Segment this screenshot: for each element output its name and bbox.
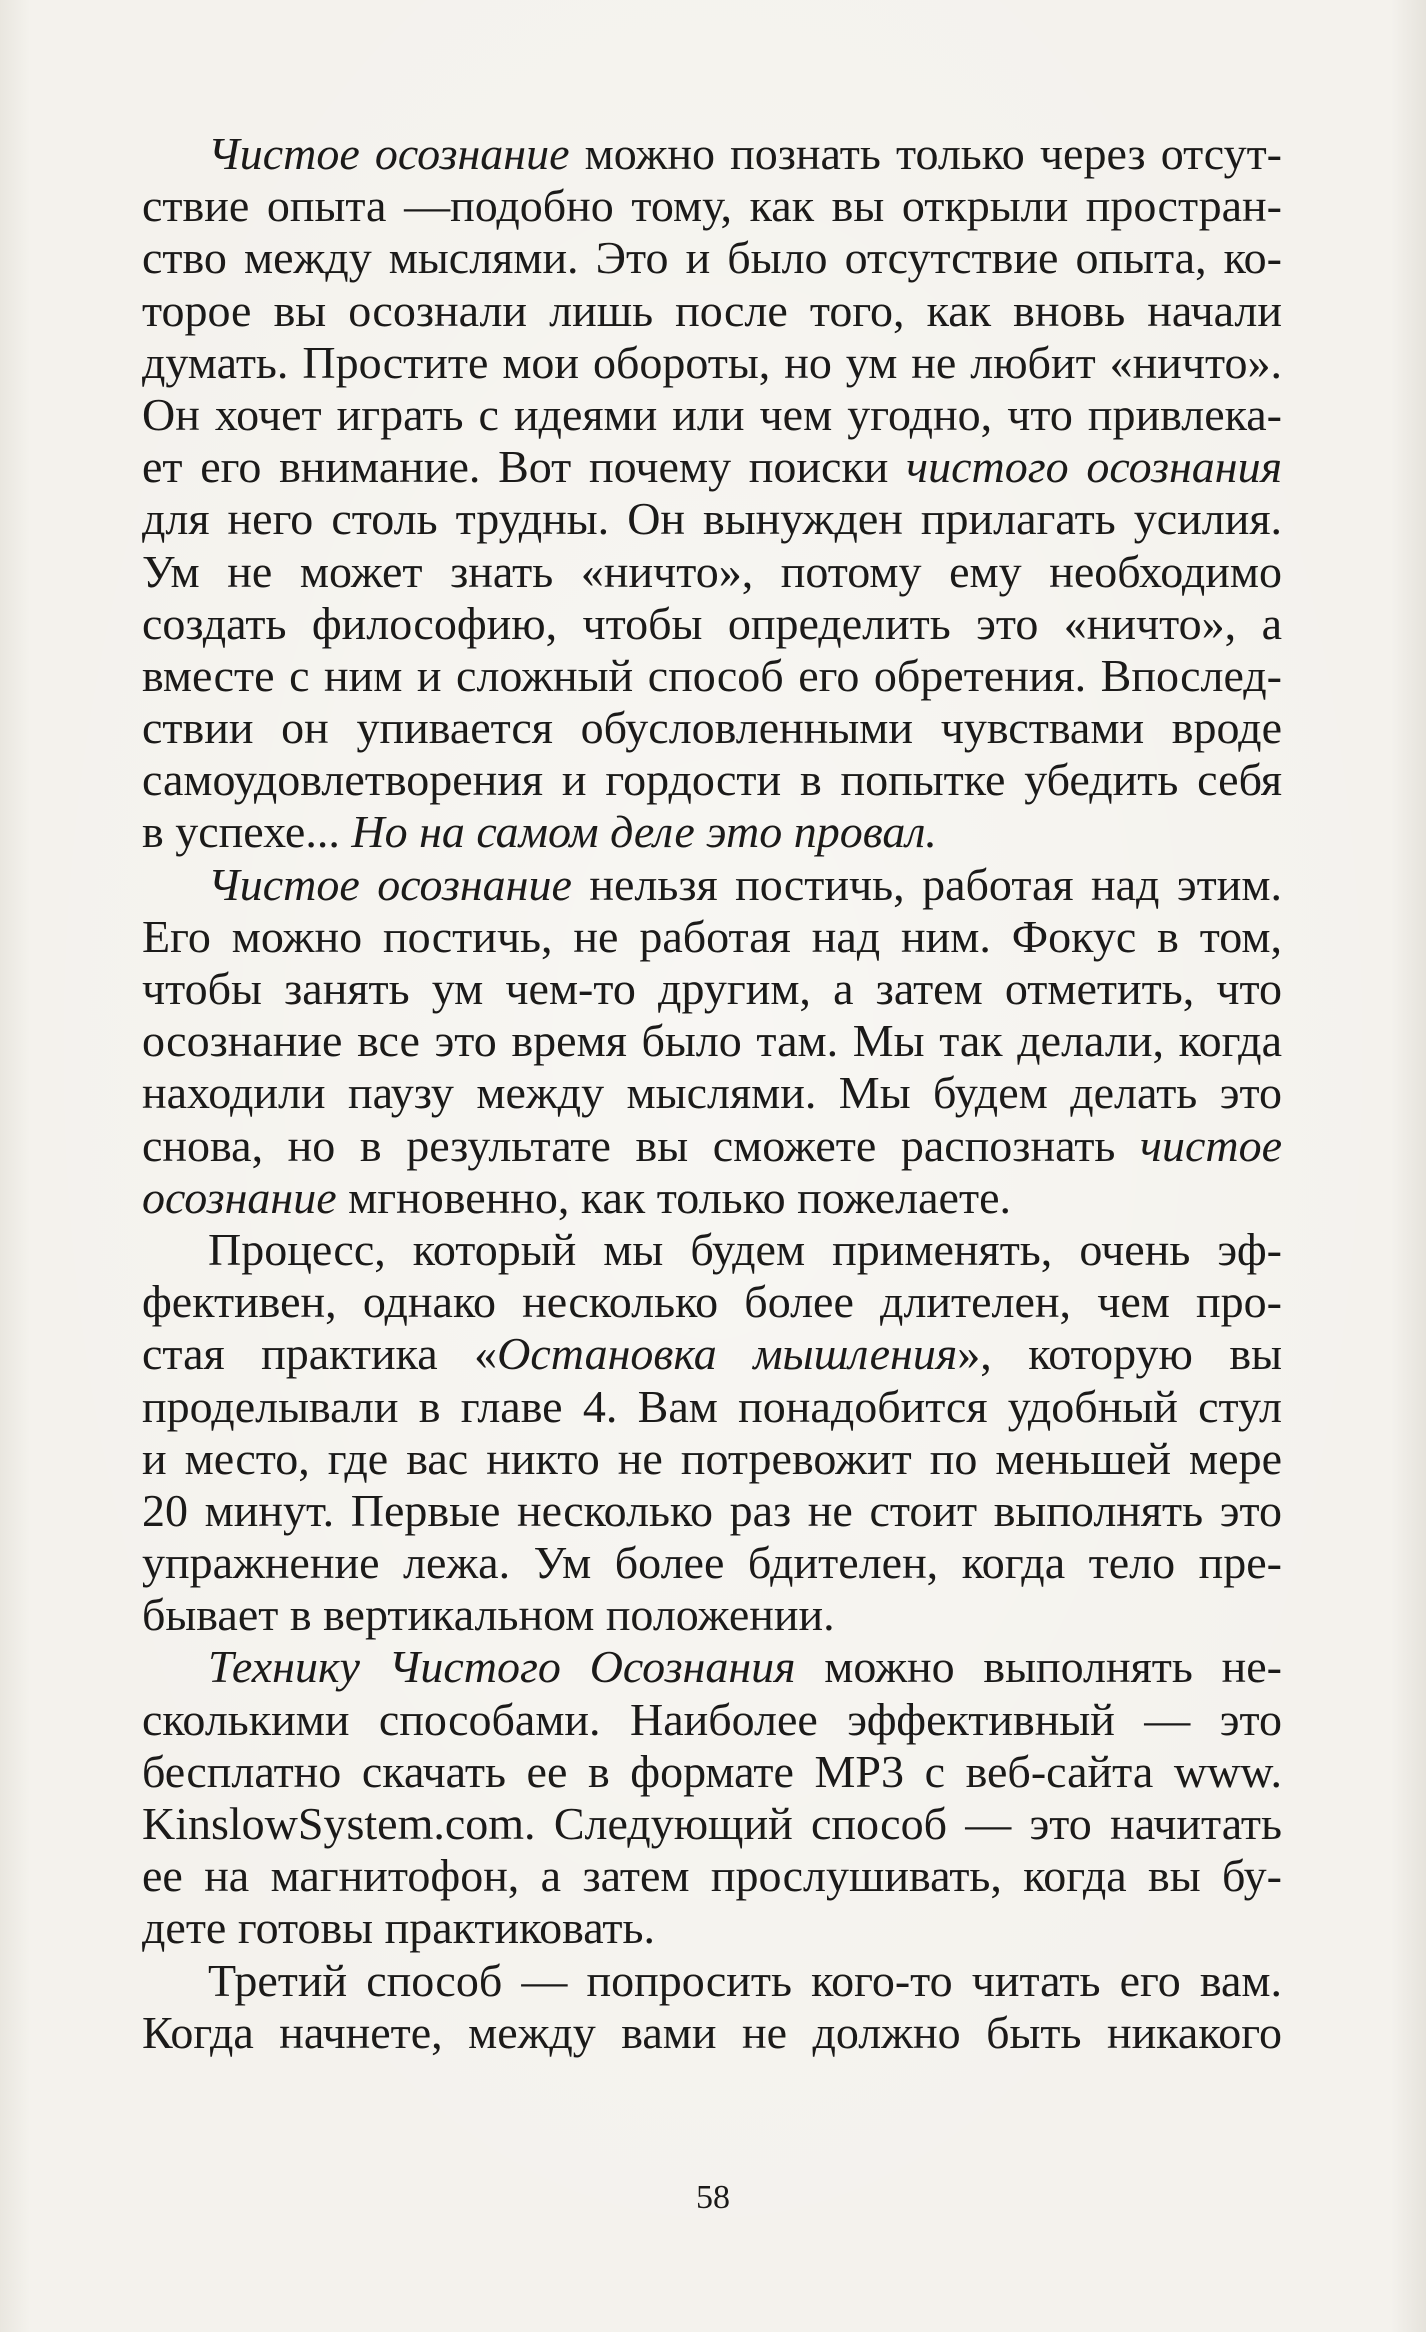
text-segment: мгновенно, как только пожелаете. — [336, 1171, 1011, 1223]
text-line — [142, 1694, 1282, 1746]
text-line — [142, 546, 1282, 598]
text-segment: осознание все это время было там. Мы так делали, когда — [142, 1015, 1282, 1067]
text-line — [142, 702, 1282, 754]
body-text — [142, 128, 1282, 2059]
text-segment: в успехе... — [142, 806, 352, 858]
text-line — [142, 806, 1282, 858]
text-line — [142, 180, 1282, 232]
text-line — [142, 1172, 1282, 1224]
text-segment: торое вы осознали лишь после того, как вновь начали — [142, 284, 1282, 336]
text-line — [142, 2007, 1282, 2059]
text-segment: чтобы занять ум чем-то другим, а затем отметить, что — [142, 963, 1282, 1014]
text-line — [142, 441, 1282, 493]
text-segment: сколькими способами. Наиболее эффективный — это — [142, 1693, 1282, 1745]
text-line — [142, 650, 1282, 702]
text-line — [142, 389, 1282, 441]
text-segment: », которую вы — [957, 1328, 1282, 1380]
text-segment: находили паузу между мыслями. Мы будем делать это — [142, 1067, 1282, 1119]
text-segment: ет его внимание. Вот почему поиски — [142, 441, 907, 493]
text-line — [142, 128, 1282, 180]
text-segment: стая практика « — [142, 1328, 498, 1380]
text-line — [142, 1276, 1282, 1328]
text-segment: Процесс, который мы будем применять, очень эф- — [208, 1223, 1282, 1275]
text-line — [142, 754, 1282, 806]
text-line — [142, 1798, 1282, 1850]
text-line — [142, 1485, 1282, 1537]
text-line — [142, 1120, 1282, 1172]
text-line — [142, 1067, 1282, 1119]
text-line — [142, 285, 1282, 337]
italic-text-segment: Чистое осознание — [208, 128, 570, 179]
text-line — [142, 1433, 1282, 1485]
text-segment: упражнение лежа. Ум более бдителен, когда тело пре- — [142, 1537, 1282, 1589]
text-line — [142, 232, 1282, 284]
text-segment: думать. Простите мои обороты, но ум не любит «ничто». — [142, 336, 1282, 388]
text-segment: Он хочет играть с идеями или чем угодно, что привлека- — [142, 388, 1282, 440]
text-line — [142, 1902, 1282, 1954]
text-line — [142, 1955, 1282, 2007]
italic-text-segment: чистое — [1140, 1119, 1282, 1171]
italic-text-segment: Чистое осознание — [208, 858, 572, 910]
text-line — [142, 1328, 1282, 1380]
text-segment: ствие опыта —подобно тому, как вы открыли простран- — [142, 180, 1282, 232]
page-number: 58 — [696, 2179, 730, 2216]
text-segment: можно познать только через отсут- — [569, 128, 1282, 179]
text-segment: проделывали в главе 4. Вам понадобится удобный стул — [142, 1380, 1282, 1432]
text-segment: вместе с ним и сложный способ его обретения. Впослед- — [142, 649, 1282, 701]
italic-text-segment: осознание — [142, 1171, 337, 1223]
italic-text-segment: Технику Чистого Осознания — [208, 1641, 796, 1693]
text-line — [142, 1224, 1282, 1276]
text-line — [142, 1641, 1282, 1693]
text-line — [142, 963, 1282, 1015]
text-segment: KinslowSystem.com. Следующий способ — это начитать — [142, 1798, 1282, 1849]
text-line — [142, 1589, 1282, 1641]
italic-text-segment: Но на самом деле это провал. — [351, 806, 937, 858]
text-line — [142, 911, 1282, 963]
text-segment: Его можно постичь, не работая над ним. Фокус в том, — [142, 910, 1282, 962]
text-segment: фективен, однако несколько более длителен, чем про- — [142, 1276, 1282, 1328]
text-segment: бесплатно скачать ее в формате MP3 с веб-сайта www. — [142, 1745, 1282, 1797]
text-segment: бывает в вертикальном положении. — [142, 1589, 835, 1641]
text-segment: ее на магнитофон, а затем прослушивать, когда вы бу- — [142, 1850, 1282, 1902]
italic-text-segment: чистого осознания — [906, 441, 1282, 493]
text-line — [142, 1015, 1282, 1067]
text-line — [142, 859, 1282, 911]
text-segment: 20 минут. Первые несколько раз не стоит выполнять это — [142, 1484, 1282, 1536]
text-segment: дете готовы практиковать. — [142, 1902, 656, 1954]
text-segment: Третий способ — попросить кого-то читать его вам. — [208, 1954, 1282, 2006]
italic-text-segment: Остановка мышления — [497, 1328, 958, 1380]
text-line — [142, 1537, 1282, 1589]
text-segment: можно выполнять не- — [795, 1641, 1282, 1693]
text-segment: ство между мыслями. Это и было отсутствие опыта, ко- — [142, 232, 1282, 284]
text-line — [142, 1850, 1282, 1902]
text-segment: и место, где вас никто не потревожит по меньшей мере — [142, 1432, 1282, 1484]
text-line — [142, 493, 1282, 545]
text-segment: Ум не может знать «ничто», потому ему необходимо — [142, 545, 1282, 597]
text-segment: самоудовлетворения и гордости в попытке убедить себя — [142, 754, 1282, 806]
text-line — [142, 337, 1282, 389]
text-line — [142, 598, 1282, 650]
text-line — [142, 1746, 1282, 1798]
text-segment: снова, но в результате вы сможете распознать — [142, 1119, 1140, 1171]
text-segment: создать философию, чтобы определить это «ничто», а — [142, 597, 1282, 649]
text-line — [142, 1381, 1282, 1433]
text-segment: Когда начнете, между вами не должно быть никакого — [142, 2006, 1282, 2058]
text-segment: ствии он упивается обусловленными чувствами вроде — [142, 702, 1282, 754]
text-segment: для него столь трудны. Он вынужден прилагать усилия. — [142, 493, 1282, 545]
text-segment: нельзя постичь, работая над этим. — [571, 858, 1282, 910]
